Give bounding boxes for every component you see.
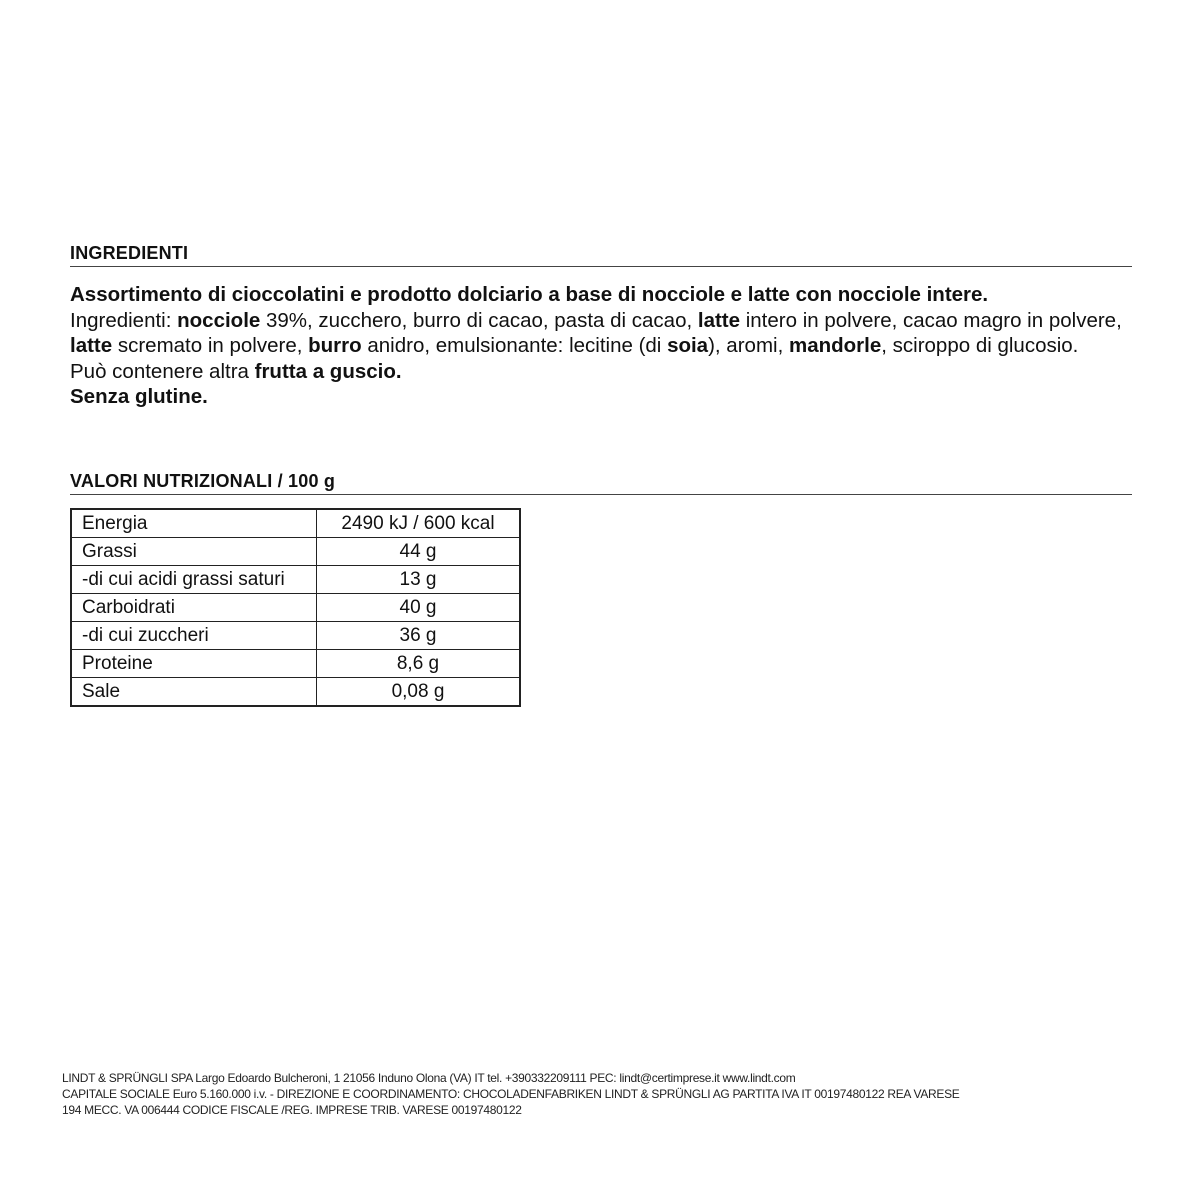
ingredient-text: , sciroppo di glucosio.	[881, 334, 1079, 357]
footer-line-address: LINDT & SPRÜNGLI SPA Largo Edoardo Bulcheroni, 1 21056 Induno Olona (VA) IT tel. +390332209111 PEC: lindt@certimprese.it www.lindt.com	[62, 1071, 796, 1085]
nutrition-row	[71, 650, 520, 678]
footer-line-fiscal: 194 MECC. VA 006444 CODICE FISCALE /REG. IMPRESE TRIB. VARESE 00197480122	[62, 1103, 522, 1117]
company-footer	[62, 1070, 1152, 1118]
allergen-warning-prefix: Può contenere altra	[70, 359, 255, 383]
product-description: Assortimento di cioccolatini e prodotto dolciario a base di nocciole e latte con nocciole intere.	[70, 283, 989, 306]
ingredient-text: intero in polvere, cacao magro in polvere,	[740, 308, 1122, 332]
allergen-ingredient: nocciole	[177, 308, 261, 332]
nutrition-table	[70, 508, 521, 707]
ingredients-list	[70, 308, 1150, 359]
gluten-free-label: Senza glutine.	[70, 385, 208, 408]
ingredients-heading: INGREDIENTI	[70, 242, 1132, 267]
nutrient-value: 36 g	[317, 622, 521, 650]
nutrient-value: 2490 kJ / 600 kcal	[317, 509, 521, 538]
nutrient-value: 0,08 g	[317, 678, 521, 707]
allergen-warning	[70, 359, 1150, 385]
nutrient-label: Sale	[71, 678, 317, 707]
nutrient-value: 44 g	[317, 538, 521, 566]
nutrient-value: 8,6 g	[317, 650, 521, 678]
ingredient-text: 39%, zucchero, burro di cacao, pasta di cacao,	[260, 308, 698, 332]
nutrient-label: -di cui zuccheri	[71, 622, 317, 650]
nutrient-value: 13 g	[317, 566, 521, 594]
ingredient-text: anidro, emulsionante: lecitine (di	[361, 334, 668, 357]
nutrient-label: Grassi	[71, 538, 317, 566]
allergen-ingredient: burro	[308, 334, 362, 357]
ingredient-text: Ingredienti:	[70, 308, 178, 332]
nutrient-label: Carboidrati	[71, 594, 317, 622]
nutrient-label: -di cui acidi grassi saturi	[71, 566, 317, 594]
nutrient-label: Energia	[71, 509, 317, 538]
nutrition-row	[71, 538, 520, 566]
allergen-ingredient: soia	[667, 334, 709, 357]
nutrient-label: Proteine	[71, 650, 317, 678]
ingredient-text: ), aromi,	[708, 334, 789, 357]
nutrition-row	[71, 622, 520, 650]
allergen-warning-nuts: frutta a guscio.	[254, 359, 402, 383]
allergen-ingredient: latte	[697, 308, 741, 332]
ingredients-block	[70, 282, 1150, 410]
ingredient-text: scremato in polvere,	[112, 334, 309, 357]
nutrition-heading: VALORI NUTRIZIONALI / 100 g	[70, 470, 1132, 495]
nutrition-row	[71, 594, 520, 622]
nutrition-row	[71, 678, 520, 707]
allergen-ingredient: mandorle	[788, 334, 882, 357]
nutrition-row	[71, 509, 520, 538]
footer-line-capital: CAPITALE SOCIALE Euro 5.160.000 i.v. - DIREZIONE E COORDINAMENTO: CHOCOLADENFABRIKEN LINDT & SPRÜNGLI AG PARTITA IVA IT 00197480122 REA VARESE	[62, 1087, 960, 1101]
nutrition-row	[71, 566, 520, 594]
allergen-ingredient: latte	[70, 334, 113, 357]
nutrient-value: 40 g	[317, 594, 521, 622]
